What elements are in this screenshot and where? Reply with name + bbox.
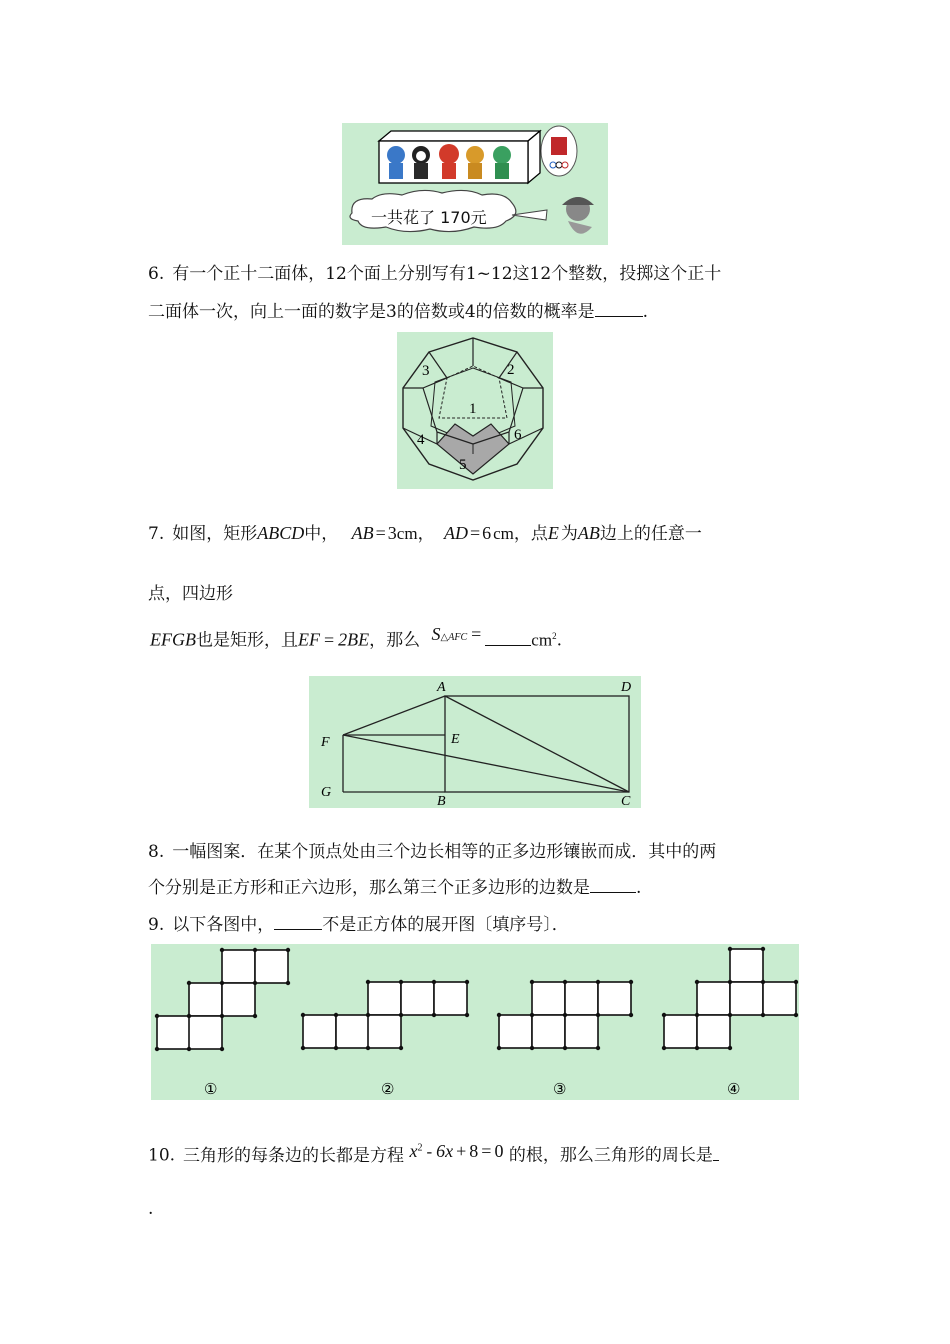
q6-text-1: 有一个正十二面体，12个面上分别写有1~12这12个整数，投掷这个正十 [172, 264, 722, 284]
q10-eq: = [481, 1140, 492, 1161]
q7-eq-1: = [375, 523, 386, 543]
q10-minus: - [426, 1141, 433, 1161]
q7-answer-blank[interactable] [485, 629, 531, 646]
q7-ef-value: 2BE [338, 629, 370, 650]
q7-line-2: 点，四边形 [148, 584, 233, 604]
label-b: B [437, 794, 446, 808]
cube-nets-figure [151, 944, 799, 1100]
label-a: A [437, 680, 446, 695]
q7-eq-2: = [469, 523, 481, 543]
q10-8: 8 [469, 1140, 479, 1161]
q8-answer-blank[interactable] [590, 876, 636, 893]
face-label-5: 5 [459, 457, 467, 473]
label-e: E [451, 732, 460, 747]
q8-line-1 [148, 841, 716, 863]
q10-superscript-2: 2 [417, 1142, 423, 1153]
q9-line-1 [148, 913, 569, 936]
q7-text-1: 如图，矩形 [172, 524, 258, 544]
rectangle-figure [309, 676, 641, 808]
q7-point-e: E [547, 523, 559, 543]
face-label-4: 4 [417, 432, 425, 448]
q9-answer-blank[interactable] [274, 913, 322, 930]
q8-text-1: 一幅图案．在某个顶点处由三个边长相等的正多边形镶嵌而成．其中的两 [172, 842, 717, 862]
q10-end: . [148, 1199, 154, 1219]
face-label-1: 1 [469, 401, 477, 417]
q7-text-5: 边上的任意一 [599, 524, 702, 544]
q10-6x: 6x [436, 1140, 454, 1161]
q6-text-2: 二面体一次，向上一面的数字是3的倍数或4的倍数的概率是 [148, 302, 595, 322]
q7-ab-2: AB [577, 523, 600, 543]
q10-text-2: 的根，那么三角形的周长是 [508, 1145, 713, 1166]
q7-s: S [431, 623, 441, 644]
q10-text-1: 三角形的每条边的长都是方程 [183, 1145, 405, 1166]
q7-line-3 [150, 625, 562, 655]
q6-answer-blank[interactable] [595, 300, 643, 317]
q7-text-4: 为 [560, 524, 578, 544]
q6-line-1 [148, 263, 721, 285]
q7-text-6: 也是矩形，且 [195, 630, 298, 651]
olympic-emblem-icon [541, 126, 577, 176]
net-label-3: ③ [553, 1082, 567, 1098]
q7-ef: EF [297, 629, 320, 650]
q6-end: . [642, 302, 649, 322]
q9-number: 9. [148, 915, 165, 935]
bubble-text: 一共花了 170元 [371, 208, 487, 227]
q7-cm-2: cm [493, 524, 514, 543]
q6-line-2 [148, 300, 648, 323]
q10-equation [409, 1142, 508, 1162]
q7-end: . [556, 630, 562, 651]
q10-answer-blank[interactable] [713, 1144, 719, 1161]
label-g: G [321, 785, 332, 800]
q7-superscript-2: 2 [552, 631, 557, 641]
q7-comma: ， [417, 524, 435, 544]
label-c: C [621, 794, 631, 808]
face-label-6: 6 [514, 427, 522, 443]
q7-cm-squared: cm [531, 630, 553, 650]
q7-eq-3: = [323, 629, 335, 650]
dodecahedron-figure [397, 332, 553, 489]
q7-rect-abcd: ABCD [257, 523, 305, 543]
q10-line-1 [148, 1141, 719, 1167]
net-label-1: ① [204, 1082, 218, 1098]
q10-x: x [409, 1140, 418, 1161]
q10-plus: + [456, 1140, 467, 1161]
q7-number: 7. [148, 524, 165, 544]
q8-line-2 [148, 876, 641, 899]
q7-text-3: ，点 [513, 524, 548, 544]
q9-text-1: 以下各图中， [172, 915, 275, 935]
q10-0: 0 [494, 1140, 504, 1161]
q7-ad-value: 6 [482, 523, 492, 543]
face-label-3: 3 [422, 363, 430, 379]
net-label-4: ④ [727, 1082, 741, 1098]
q7-text-7: ，那么 [369, 630, 421, 651]
q9-text-2: 不是正方体的展开图〔填序号〕． [322, 915, 569, 935]
q7-s-subscript: △AFC [440, 631, 468, 643]
q7-eq-4: = [471, 623, 482, 644]
q7-ad: AD [443, 523, 468, 543]
q7-cm-1: cm [396, 524, 418, 543]
net-label-2: ② [381, 1082, 395, 1098]
q8-number: 8. [148, 842, 165, 862]
label-d: D [621, 680, 632, 695]
face-label-2: 2 [507, 362, 515, 378]
q6-number: 6. [148, 264, 165, 284]
q8-text-2: 个分别是正方形和正六边形，那么第三个正多边形的边数是 [148, 878, 590, 898]
q7-ab-value: 3 [387, 523, 397, 543]
q7-line-1 [148, 522, 702, 545]
q7-text-2: 中， [304, 524, 339, 544]
label-f: F [321, 735, 330, 750]
q7-efgb: EFGB [150, 629, 196, 650]
q7-ab: AB [351, 523, 374, 543]
q7-area-expr [432, 625, 468, 645]
q10-number: 10. [148, 1145, 176, 1166]
q8-end: . [636, 878, 642, 898]
